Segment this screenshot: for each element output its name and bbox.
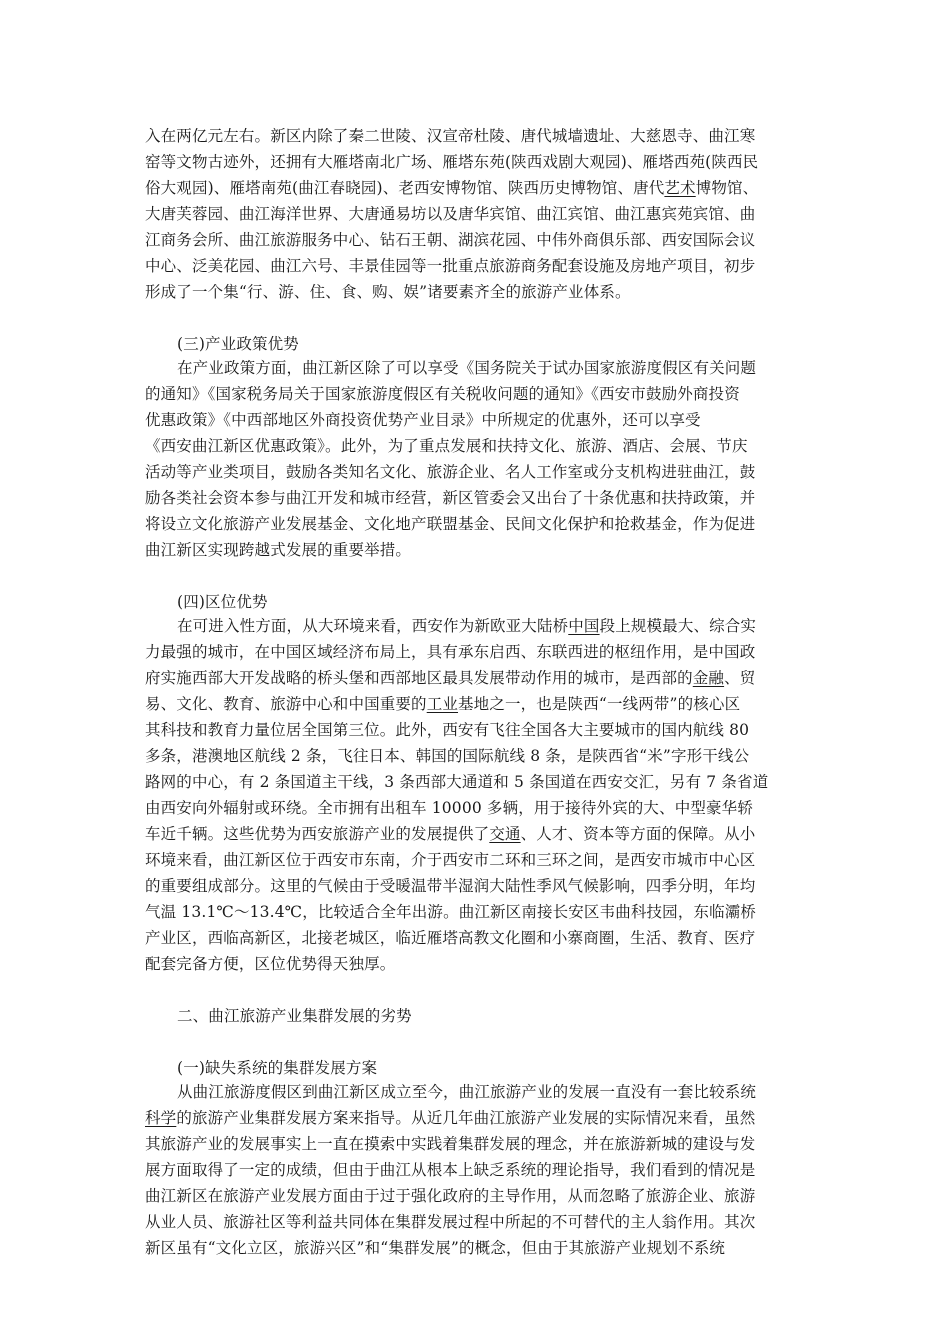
paragraph-line: 在产业政策方面，曲江新区除了可以享受《国务院关于试办国家旅游度假区有关问题 <box>177 359 757 377</box>
paragraph-line <box>145 1108 755 1128</box>
paragraph-line: 形成了一个集“行、游、住、食、购、娱”诸要素齐全的旅游产业体系。 <box>145 283 631 301</box>
paragraph-line: 入在两亿元左右。新区内除了秦二世陵、汉宣帝杜陵、唐代城墙遗址、大慈恩寺、曲江寒 <box>145 127 756 145</box>
paragraph-line: 环境来看，曲江新区位于西安市东南，介于西安市二环和三环之间，是西安市城市中心区 <box>145 851 756 869</box>
paragraph-line: 气温 13.1℃～13.4℃，比较适合全年出游。曲江新区南接长安区韦曲科技园，东临灞桥 <box>145 903 757 921</box>
paragraph-line: 励各类社会资本参与曲江开发和城市经营，新区管委会又出台了十条优惠和扶持政策，并 <box>145 489 756 507</box>
paragraph-line: 展方面取得了一定的成绩，但由于曲江从根本上缺乏系统的理论指导，我们看到的情况是 <box>145 1161 756 1179</box>
paragraph-line: 从业人员、旅游社区等利益共同体在集群发展过程中所起的不可替代的主人翁作用。其次 <box>145 1213 756 1231</box>
paragraph-line: 产业区，西临高新区，北接老城区，临近雁塔高教文化圈和小寨商圈，生活、教育、医疗 <box>145 929 756 947</box>
paragraph-line: 的重要组成部分。这里的气候由于受暖温带半湿润大陆性季风气候影响，四季分明，年均 <box>145 877 756 895</box>
paragraph-line: 优惠政策》《中西部地区外商投资优势产业目录》中所规定的优惠外，还可以享受 <box>145 411 701 429</box>
paragraph-line: 江商务会所、曲江旅游服务中心、钻石王朝、湖滨花园、中伟外商俱乐部、西安国际会议 <box>145 231 756 249</box>
paragraph-line <box>145 824 755 844</box>
link-finance[interactable]: 金融 <box>692 669 725 687</box>
text-span: 在可进入性方面，从大环境来看，西安作为新欧亚大陆桥 <box>177 617 569 635</box>
text-span: 易、文化、教育、旅游中心和中国重要的 <box>145 695 427 713</box>
paragraph-line: 《西安曲江新区优惠政策》。此外，为了重点发展和扶持文化、旅游、酒店、会展、节庆 <box>145 437 748 455</box>
link-art[interactable]: 艺术 <box>664 179 696 197</box>
paragraph-line: 力最强的城市，在中国区域经济布局上，具有承东启西、东联西进的枢纽作用，是中国政 <box>145 643 756 661</box>
paragraph-line: 其旅游产业的发展事实上一直在摸索中实践着集群发展的理念，并在旅游新城的建设与发 <box>145 1135 756 1153</box>
paragraph-line: 多条，港澳地区航线 2 条，飞往日本、韩国的国际航线 8 条，是陕西省“米”字形干线公 <box>145 747 750 765</box>
link-transport[interactable]: 交通 <box>489 825 521 843</box>
text-span: 段上规模最大、综合实 <box>599 617 757 635</box>
text-span: 府实施西部大开发战略的桥头堡和西部地区最具发展带动作用的城市，是西部的 <box>145 669 693 687</box>
paragraph-line <box>145 668 755 688</box>
paragraph-line: 配套完备方便，区位优势得天独厚。 <box>145 955 396 973</box>
paragraph-line: 的通知》《国家税务局关于国家旅游度假区有关税收问题的通知》《西安市鼓励外商投资 <box>145 385 740 403</box>
paragraph-line: 曲江新区在旅游产业发展方面由于过于强化政府的主导作用，从而忽略了旅游企业、旅游 <box>145 1187 756 1205</box>
paragraph-line: 大唐芙蓉园、曲江海洋世界、大唐通易坊以及唐华宾馆、曲江宾馆、曲江惠宾苑宾馆、曲 <box>145 205 756 223</box>
link-china[interactable]: 中国 <box>568 617 600 635</box>
paragraph-line: 由西安向外辐射或环绕。全市拥有出租车 10000 多辆，用于接待外宾的大、中型豪华轿 <box>145 799 753 817</box>
text-span: 俗大观园)、雁塔南苑(曲江春晓园)、老西安博物馆、陕西历史博物馆、唐代 <box>145 179 665 197</box>
paragraph-line: 窑等文物古迹外，还拥有大雁塔南北广场、雁塔东苑(陕西戏剧大观园)、雁塔西苑(陕西民 <box>145 153 759 171</box>
text-span: 、人才、资本等方面的保障。从小 <box>520 825 756 843</box>
paragraph-line <box>145 178 758 198</box>
paragraph-line: 路网的中心，有 2 条国道主干线，3 条西部大通道和 5 条国道在西安交汇，另有 7 条省道 <box>145 773 769 791</box>
paragraph-line: 新区虽有“文化立区，旅游兴区”和“集群发展”的概念，但由于其旅游产业规划不系统 <box>145 1239 726 1257</box>
section-heading: (一)缺失系统的集群发展方案 <box>177 1059 378 1077</box>
paragraph-line: 曲江新区实现跨越式发展的重要举措。 <box>145 541 412 559</box>
paragraph-line: 其科技和教育力量位居全国第三位。此外，西安有飞往全国各大主要城市的国内航线 80 <box>145 721 750 739</box>
link-industry[interactable]: 工业 <box>426 695 459 713</box>
paragraph-line: 中心、泛美花园、曲江六号、丰景佳园等一批重点旅游商务配套设施及房地产项目，初步 <box>145 257 756 275</box>
part-heading: 二、曲江旅游产业集群发展的劣势 <box>177 1007 412 1025</box>
text-span: 基地之一，也是陕西“一线两带”的核心区 <box>458 695 741 713</box>
section-heading: (四)区位优势 <box>177 593 268 611</box>
text-span: 、贸 <box>724 669 756 687</box>
paragraph-line <box>177 616 756 636</box>
link-science[interactable]: 科学 <box>145 1109 177 1127</box>
text-span: 博物馆、 <box>695 179 759 197</box>
text-span: 的旅游产业集群发展方案来指导。从近几年曲江旅游产业发展的实际情况来看，虽然 <box>176 1109 756 1127</box>
section-heading: (三)产业政策优势 <box>177 335 299 353</box>
paragraph-line: 从曲江旅游度假区到曲江新区成立至今，曲江旅游产业的发展一直没有一套比较系统 <box>177 1083 757 1101</box>
paragraph-line <box>145 694 740 714</box>
paragraph-line: 活动等产业类项目，鼓励各类知名文化、旅游企业、名人工作室或分支机构进驻曲江，鼓 <box>145 463 756 481</box>
paragraph-line: 将设立文化旅游产业发展基金、文化地产联盟基金、民间文化保护和抢救基金，作为促进 <box>145 515 756 533</box>
text-span: 车近千辆。这些优势为西安旅游产业的发展提供了 <box>145 825 490 843</box>
